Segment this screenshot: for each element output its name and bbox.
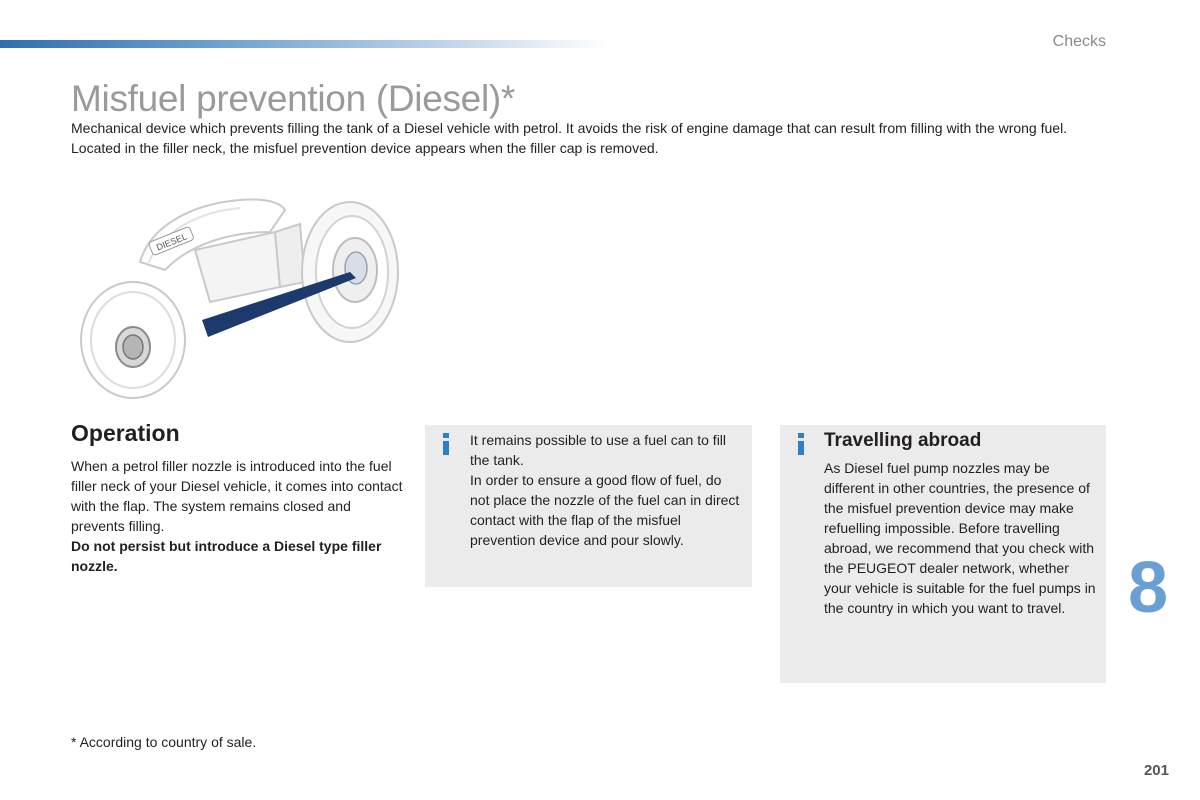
operation-paragraph: When a petrol filler nozzle is introduced into the fuel filler neck of your Diesel vehicle, it comes into contact with the flap. The system remains closed and prevents filling. xyxy=(71,458,403,534)
operation-warning: Do not persist but introduce a Diesel type filler nozzle. xyxy=(71,538,382,574)
travelling-abroad-box xyxy=(780,425,1106,683)
chapter-number: 8 xyxy=(1128,548,1169,628)
fuel-filler-illustration xyxy=(80,192,400,404)
page-title: Misfuel prevention (Diesel)* xyxy=(71,78,516,119)
intro-paragraph-1: Mechanical device which prevents filling the tank of a Diesel vehicle with petrol. It avoids the risk of engine damage that can result from filling with the wrong fuel. xyxy=(71,120,1068,136)
footnote: * According to country of sale. xyxy=(71,734,257,750)
travelling-abroad-heading: Travelling abroad xyxy=(824,430,982,451)
operation-section xyxy=(71,420,406,576)
intro-paragraph-2: Located in the filler neck, the misfuel prevention device appears when the filler cap is removed. xyxy=(71,140,659,156)
header-gradient-bar xyxy=(0,40,610,48)
fuel-can-info-line-1: It remains possible to use a fuel can to fill the tank. xyxy=(470,432,727,468)
section-label: Checks xyxy=(1052,33,1106,50)
info-icon xyxy=(439,433,453,455)
fuel-can-info-line-2: In order to ensure a good flow of fuel, do not place the nozzle of the fuel can in direct contact with the flap of the misfuel prevention device and pour slowly. xyxy=(470,472,740,548)
fuel-can-info-box xyxy=(425,425,752,587)
intro-text xyxy=(71,118,1101,158)
svg-text:DIESEL: DIESEL xyxy=(154,231,189,253)
fuel-filler-drawing xyxy=(80,192,400,404)
info-icon xyxy=(794,433,808,455)
operation-heading: Operation xyxy=(71,420,180,446)
travelling-abroad-paragraph: As Diesel fuel pump nozzles may be different in other countries, the presence of the misfuel prevention device may make refuelling impossible. Before travelling abroad, we recommend that you check with the PEUGEOT dealer network, whether your vehicle is suitable for the fuel pumps in the country in which you want to travel. xyxy=(824,460,1096,616)
page-number: 201 xyxy=(1143,762,1169,779)
